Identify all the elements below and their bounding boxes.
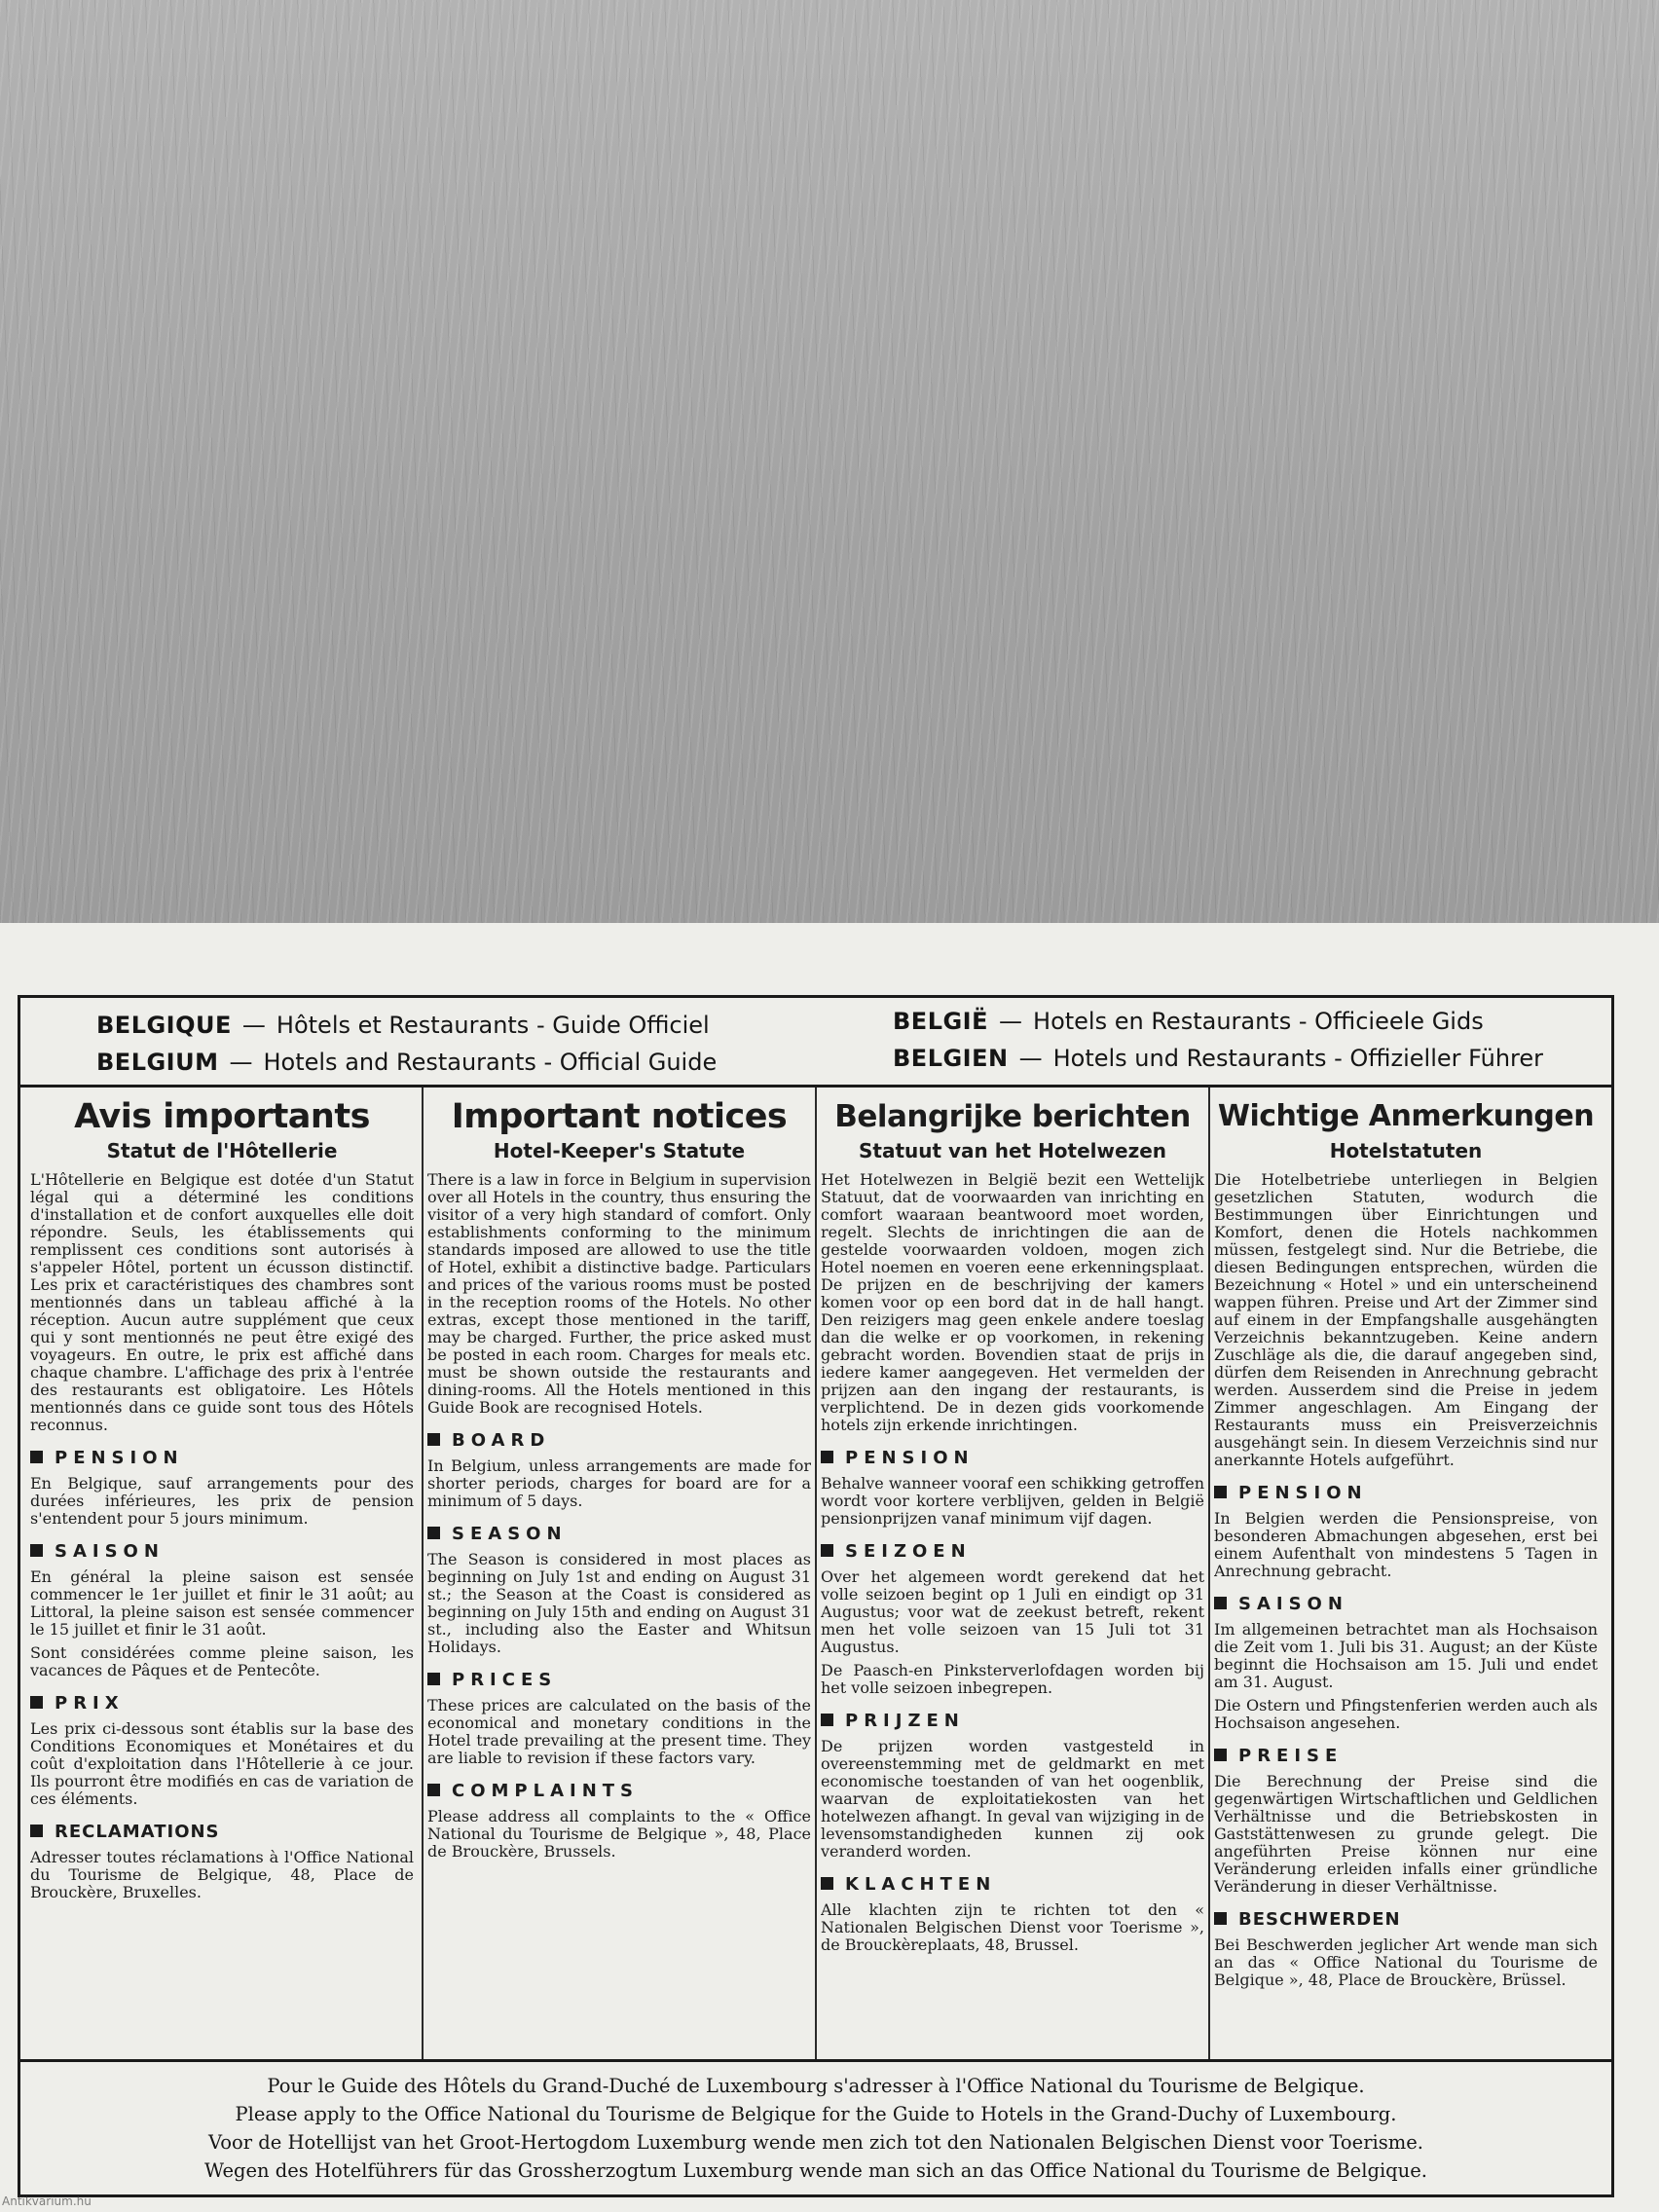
column-divider bbox=[815, 1088, 817, 2059]
section-heading-text: PENSION bbox=[1238, 1483, 1368, 1503]
column-german bbox=[1214, 1095, 1598, 2051]
column-title: Important notices bbox=[451, 1097, 788, 1136]
bullet-square-icon bbox=[30, 1451, 43, 1463]
bullet-square-icon bbox=[821, 1451, 833, 1463]
section-heading bbox=[30, 1448, 414, 1469]
section-heading-text: PENSION bbox=[55, 1448, 184, 1468]
bullet-square-icon bbox=[427, 1673, 440, 1685]
section-heading bbox=[427, 1524, 811, 1545]
bullet-square-icon bbox=[30, 1825, 43, 1837]
header-banner bbox=[20, 998, 1611, 1088]
intro-paragraph: There is a law in force in Belgium in supervision over all Hotels in the country, thus ensuring the visitor of a very high standard of comfort. Only establishments conforming to the minimum standards imposed are allowed to use the title of Hotel, exhibit a distinctive badge. Particulars and prices of the various rooms must be posted in the reception rooms of the Hotels. No other extras, except those mentioned in the tariff, may be charged. Further, the price asked must be posted in each room. Charges for meals etc. must be shown outside the restaurants and dining-rooms. All the Hotels mentioned in this Guide Book are recognised Hotels. bbox=[427, 1170, 811, 1417]
section-paragraph: Die Berechnung der Preise sind die gegenwärtigen Wirtschaftlichen und Geldlichen Verhältnisse und die Betriebskosten in Gaststättenwesen zu grunde gelegt. Die angeführten Preise können nur eine Veränderung erleiden infalls einer gründliche Veränderung in dieser Verhältnisse. bbox=[1214, 1772, 1598, 1896]
section-paragraph: Behalve wanneer vooraf een schikking getroffen wordt voor kortere verblijven, gelden in België pensionprijzen vanaf minimum vijf dagen. bbox=[821, 1474, 1204, 1528]
section-heading-text: SEIZOEN bbox=[845, 1541, 972, 1562]
watermark: Antikvarium.hu bbox=[2, 2194, 92, 2208]
intro-paragraph: L'Hôtellerie en Belgique est dotée d'un Statut légal qui a déterminé les conditions d'installation et de confort auxquelles elle doit répondre. Seuls, les établissements qui remplissent ces conditions sont autorisés à s'appeler Hôtel, portent un écusson distinctif. Les prix et caractéristiques des chambres sont mentionnés dans un tableau affiché à la réception. Aucun autre supplément que ceux qui y sont mentionnés ne peut être exigé des voyageurs. En outre, le prix est affiché dans chaque chambre. L'affichage des prix à l'entrée des restaurants est obligatoire. Les Hôtels mentionnés dans ce guide sont tous des Hôtels reconnus. bbox=[30, 1170, 414, 1434]
section-paragraph: Sont considérées comme pleine saison, les vacances de Pâques et de Pentecôte. bbox=[30, 1643, 414, 1679]
section-heading-text: COMPLAINTS bbox=[452, 1781, 640, 1801]
section-paragraph: De prijzen worden vastgesteld in overeenstemming met de geldmarkt en met economische toestanden of van het oogenblik, waarvan de exploitatiekosten van het hotelwezen afhangt. In geval van wijziging in de levensomstandigheden kunnen zij ook veranderd worden. bbox=[821, 1737, 1204, 1861]
intro-paragraph: Die Hotelbetriebe unterliegen in Belgien gesetzlichen Statuten, wodurch die Bestimmungen über Einrichtungen und Komfort, denen die Hotels nachkommen müssen, festgelegt sind. Nur die Betriebe, die diesen Bedingungen entsprechen, würden die Bezeichnung « Hotel » und ein unterscheinend wappen führen. Preise und Art der Zimmer sind auf einem in der Empfangshalle ausgehängten Verzeichnis bekanntzugeben. Keine andern Zuschläge als die, die darauf angegeben sind, dürfen dem Reisenden in Anrechnung gebracht werden. Ausserdem sind die Preise in jedem Zimmer angeschlagen. Am Eingang der Restaurants muss ein Preisverzeichnis ausgehängt sein. In diesem Verzeichnis sind nur anerkannte Hotels aufgeführt. bbox=[1214, 1170, 1598, 1469]
leaflet-frame bbox=[18, 995, 1614, 2197]
section-heading bbox=[427, 1670, 811, 1691]
column-title: Avis importants bbox=[74, 1097, 370, 1136]
section-heading-text: RECLAMATIONS bbox=[55, 1822, 220, 1842]
column-french bbox=[30, 1095, 414, 2051]
column-english bbox=[427, 1095, 811, 2051]
intro-paragraph: Het Hotelwezen in België bezit een Wettelijk Statuut, dat de voorwaarden van inrichting en comfort waaraan beantwoord moet worden, regelt. Slechts de inrichtingen die aan de gestelde voorwaarden voldoen, mogen zich Hotel noemen en voeren eene erkenningsplaat. De prijzen en de beschrijving der kamers komen voor op een bord dat in de hall hangt. Den reizigers mag geen enkele andere toeslag dan die welke er op voorkomen, in rekening gebracht worden. Bovendien staat de prijs in iedere kamer aangegeven. Het vermelden der prijzen aan den ingang der restaurants, is verplichtend. De in dezen gids voorkomende hotels zijn erkende inrichtingen. bbox=[821, 1170, 1204, 1434]
section-heading bbox=[30, 1541, 414, 1563]
section-paragraph: Bei Beschwerden jeglicher Art wende man sich an das « Office National du Tourisme de Belgique », 48, Place de Brouckère, Brüssel. bbox=[1214, 1936, 1598, 1989]
section-heading bbox=[821, 1541, 1204, 1563]
footer-line-fr: Pour le Guide des Hôtels du Grand-Duché de Luxembourg s'adresser à l'Office National du Tourisme de Belgique. bbox=[267, 2075, 1365, 2097]
section-heading bbox=[1214, 1746, 1598, 1767]
section-heading-text: PREISE bbox=[1238, 1746, 1344, 1766]
section-heading bbox=[821, 1711, 1204, 1732]
section-heading bbox=[30, 1693, 414, 1714]
bullet-square-icon bbox=[821, 1877, 833, 1890]
section-heading bbox=[1214, 1909, 1598, 1931]
column-subtitle: Hotelstatuten bbox=[1329, 1139, 1483, 1162]
header-line-fr bbox=[96, 1012, 710, 1039]
section-heading-text: SAISON bbox=[55, 1541, 165, 1562]
header-country-en: BELGIUM bbox=[96, 1049, 219, 1076]
column-title: Wichtige Anmerkungen bbox=[1217, 1099, 1595, 1133]
header-title-nl: Hotels en Restaurants - Officieele Gids bbox=[1033, 1008, 1484, 1035]
section-paragraph: En Belgique, sauf arrangements pour des durées inférieures, les prix de pension s'entendent pour 5 jours minimum. bbox=[30, 1474, 414, 1528]
bullet-square-icon bbox=[427, 1527, 440, 1539]
bullet-square-icon bbox=[821, 1544, 833, 1557]
header-line-de bbox=[893, 1045, 1543, 1072]
header-dash: — bbox=[241, 1012, 266, 1039]
section-paragraph: En général la pleine saison est sensée commencer le 1er juillet et finir le 31 août; au Littoral, la pleine saison est sensée commencer le 15 juillet et finir le 31 août. bbox=[30, 1567, 414, 1639]
bullet-square-icon bbox=[1214, 1912, 1227, 1925]
section-paragraph: The Season is considered in most places as beginning on July 1st and ending on August 31 st.; the Season at the Coast is considered as beginning on July 15th and ending on August 31 st., including also the Easter and Whitsun Holidays. bbox=[427, 1550, 811, 1656]
section-heading-text: PRIX bbox=[55, 1693, 125, 1714]
section-heading-text: PRIJZEN bbox=[845, 1711, 965, 1731]
section-paragraph: Im allgemeinen betrachtet man als Hochsaison die Zeit vom 1. Juli bis 31. August; an der Küste beginnt die Hochsaison am 15. Juli und endet am 31. August. bbox=[1214, 1620, 1598, 1691]
header-country-de: BELGIEN bbox=[893, 1045, 1009, 1072]
section-paragraph: Over het algemeen wordt gerekend dat het volle seizoen begint op 1 Juli en eindigt op 31 Augustus; voor wat de zeekust betreft, rekent men het volle seizoen van 15 Juli tot 31 Augustus. bbox=[821, 1567, 1204, 1656]
footer-luxembourg-notice bbox=[20, 2059, 1611, 2194]
section-paragraph: De Paasch-en Pinksterverlofdagen worden bij het volle seizoen inbegrepen. bbox=[821, 1661, 1204, 1697]
section-heading-text: KLACHTEN bbox=[845, 1874, 997, 1895]
column-dutch bbox=[821, 1095, 1204, 2051]
column-subtitle: Statuut van het Hotelwezen bbox=[858, 1139, 1167, 1162]
header-dash: — bbox=[229, 1049, 253, 1076]
bullet-square-icon bbox=[427, 1433, 440, 1446]
section-paragraph: In Belgien werden die Pensionspreise, von besonderen Abmachungen abgesehen, erst bei einem Aufenthalt von mindestens 5 Tagen in Anrechnung gebracht. bbox=[1214, 1509, 1598, 1580]
section-heading bbox=[30, 1822, 414, 1843]
bullet-square-icon bbox=[1214, 1749, 1227, 1761]
section-heading-text: PENSION bbox=[845, 1448, 975, 1468]
bullet-square-icon bbox=[427, 1784, 440, 1796]
header-dash: — bbox=[999, 1008, 1023, 1035]
section-heading bbox=[427, 1781, 811, 1802]
bullet-square-icon bbox=[821, 1714, 833, 1726]
section-paragraph: These prices are calculated on the basis of the economical and monetary conditions in the Hotel trade prevailing at the present time. They are liable to revision if these factors vary. bbox=[427, 1696, 811, 1767]
header-line-nl bbox=[893, 1008, 1484, 1035]
section-heading-text: BESCHWERDEN bbox=[1238, 1909, 1401, 1930]
section-heading bbox=[1214, 1594, 1598, 1615]
section-heading-text: PRICES bbox=[452, 1670, 558, 1690]
column-divider bbox=[1208, 1088, 1210, 2059]
header-title-de: Hotels und Restaurants - Offizieller Führer bbox=[1052, 1045, 1544, 1072]
section-paragraph: Les prix ci-dessous sont établis sur la base des Conditions Economiques et Monétaires et du coût d'exploitation dans l'Hôtellerie à ce jour. Ils pourront être modifiés en cas de variation de ces éléments. bbox=[30, 1719, 414, 1808]
section-heading-text: SAISON bbox=[1238, 1594, 1348, 1614]
bullet-square-icon bbox=[30, 1544, 43, 1557]
header-country-fr: BELGIQUE bbox=[96, 1012, 232, 1039]
section-paragraph: Alle klachten zijn te richten tot den « Nationalen Belgischen Dienst voor Toerisme », de Brouckèreplaats, 48, Brussel. bbox=[821, 1900, 1204, 1954]
section-heading-text: SEASON bbox=[452, 1524, 568, 1544]
column-subtitle: Hotel-Keeper's Statute bbox=[493, 1139, 746, 1162]
section-paragraph: Please address all complaints to the « Office National du Tourisme de Belgique », 48, Place de Brouckère, Brussels. bbox=[427, 1807, 811, 1861]
section-heading-text: BOARD bbox=[452, 1430, 551, 1451]
header-dash: — bbox=[1018, 1045, 1043, 1072]
bullet-square-icon bbox=[30, 1696, 43, 1709]
header-country-nl: BELGIË bbox=[893, 1008, 989, 1035]
section-heading bbox=[427, 1430, 811, 1452]
bullet-square-icon bbox=[1214, 1486, 1227, 1498]
header-line-en bbox=[96, 1049, 717, 1076]
footer-line-en: Please apply to the Office National du Tourisme de Belgique for the Guide to Hotels in the Grand-Duchy of Luxembourg. bbox=[235, 2103, 1397, 2125]
bullet-square-icon bbox=[1214, 1597, 1227, 1609]
footer-line-de: Wegen des Hotelführers für das Grossherzogtum Luxemburg wende man sich an das Office National du Tourisme de Belgique. bbox=[204, 2159, 1427, 2182]
footer-line-nl: Voor de Hotellijst van het Groot-Hertogdom Luxemburg wende men zich tot den Nationalen Belgischen Dienst voor Toerisme. bbox=[208, 2131, 1423, 2154]
column-subtitle: Statut de l'Hôtellerie bbox=[106, 1139, 338, 1162]
section-paragraph: Die Ostern und Pfingstenferien werden auch als Hochsaison angesehen. bbox=[1214, 1696, 1598, 1732]
header-title-fr: Hôtels et Restaurants - Guide Officiel bbox=[276, 1012, 710, 1039]
section-heading bbox=[821, 1448, 1204, 1469]
header-title-en: Hotels and Restaurants - Official Guide bbox=[263, 1049, 718, 1076]
cover-background bbox=[0, 0, 1659, 923]
section-heading bbox=[821, 1874, 1204, 1896]
column-divider bbox=[422, 1088, 424, 2059]
section-paragraph: Adresser toutes réclamations à l'Office National du Tourisme de Belgique, 48, Place de Brouckère, Bruxelles. bbox=[30, 1848, 414, 1901]
column-title: Belangrijke berichten bbox=[834, 1099, 1191, 1134]
section-paragraph: In Belgium, unless arrangements are made for shorter periods, charges for board are for a minimum of 5 days. bbox=[427, 1456, 811, 1510]
section-heading bbox=[1214, 1483, 1598, 1504]
